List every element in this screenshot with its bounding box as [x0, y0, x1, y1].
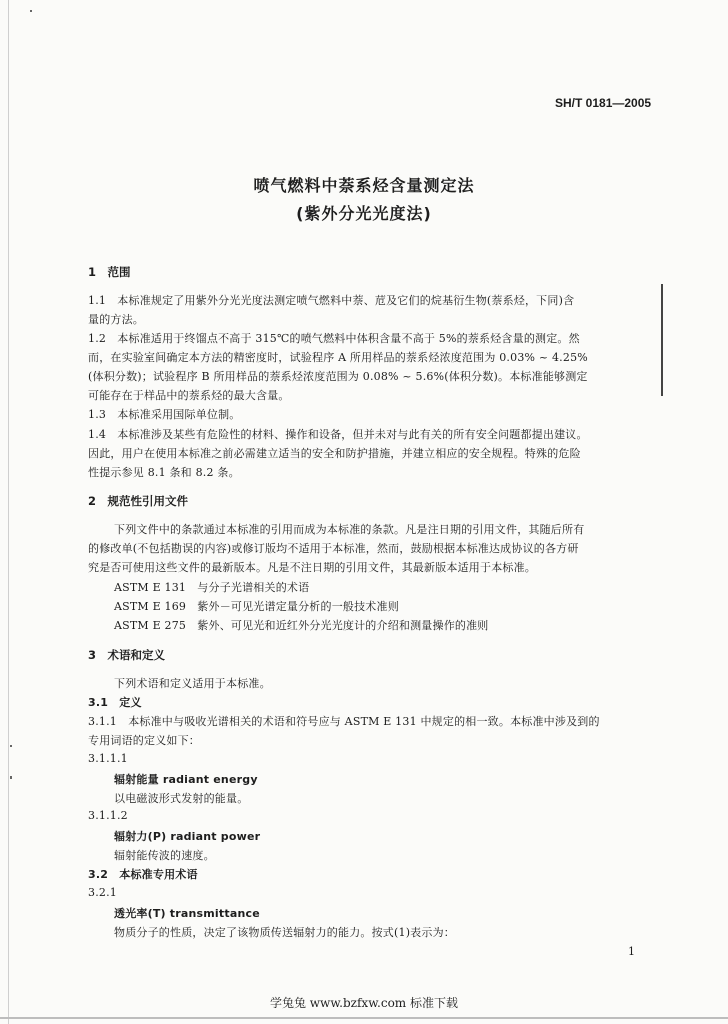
references-intro-line: 的修改单(不包括勘误的内容)或修订版均不适用于本标准，然而，鼓励根据本标准达成协议的各方研 — [88, 542, 579, 555]
clause-1-2-line: 1.2 本标准适用于终馏点不高于 315℃的喷气燃料中体积含量不高于 5%的萘系烃含量的测定。然 — [88, 332, 580, 345]
clause-number: 3.2.1 — [88, 886, 117, 899]
term-radiant-power: 辐射力(P) radiant power — [114, 830, 261, 843]
scan-speck — [10, 745, 12, 747]
section-heading-normative-references: 2 规范性引用文件 — [88, 494, 189, 508]
page-number: 1 — [628, 945, 635, 958]
clause-1-2-line: 可能存在于样品中的萘系烃的最大含量。 — [88, 389, 290, 402]
clause-number: 3.1.1.2 — [88, 809, 128, 822]
reference-item: ASTM E 131 与分子光谱相关的术语 — [114, 581, 310, 594]
footer-watermark-link[interactable]: 学兔兔 www.bzfxw.com 标准下载 — [269, 996, 459, 1010]
page-subtitle: (紫外分光光度法) — [296, 204, 432, 223]
term-definition: 物质分子的性质，决定了该物质传送辐射力的能力。按式(1)表示为： — [114, 926, 455, 939]
clause-1-4-line: 1.4 本标准涉及某些有危险性的材料、操作和设备，但并未对与此有关的所有安全问题都提出建议。 — [88, 428, 588, 441]
scan-speck — [10, 776, 12, 779]
subsection-definitions: 3.1 定义 — [88, 696, 142, 709]
clause-1-2-line: 而，在实验室间确定本方法的精密度时，试验程序 A 所用样品的萘系烃浓度范围为 0.03% ~ 4.25% — [88, 351, 588, 364]
term-definition: 以电磁波形式发射的能量。 — [114, 792, 249, 805]
clause-number: 3.1.1.1 — [88, 752, 128, 765]
clause-1-2-line: (体积分数)；试验程序 B 所用样品的萘系烃浓度范围为 0.08% ~ 5.6%(体积分数)。本标准能够测定 — [88, 370, 588, 383]
clause-3-1-1-line: 专用词语的定义如下： — [88, 734, 200, 747]
change-bar — [661, 284, 663, 396]
clause-1-4-line: 性提示参见 8.1 条和 8.2 条。 — [88, 466, 240, 479]
reference-item: ASTM E 275 紫外、可见光和近红外分光光度计的介绍和测量操作的准则 — [114, 619, 489, 632]
references-intro-line: 下列文件中的条款通过本标准的引用而成为本标准的条款。凡是注日期的引用文件，其随后所有 — [114, 523, 585, 536]
scan-left-edge — [8, 0, 9, 1024]
clause-1-1-line: 1.1 本标准规定了用紫外分光光度法测定喷气燃料中萘、苊及它们的烷基衍生物(萘系烃，下同)含 — [88, 294, 575, 307]
term-transmittance: 透光率(T) transmittance — [114, 907, 260, 920]
term-definition: 辐射能传波的速度。 — [114, 849, 215, 862]
section-heading-terms: 3 术语和定义 — [88, 648, 166, 662]
section-heading-scope: 1 范围 — [88, 265, 131, 279]
clause-1-3-line: 1.3 本标准采用国际单位制。 — [88, 408, 241, 421]
reference-item: ASTM E 169 紫外－可见光谱定量分析的一般技术准则 — [114, 600, 399, 613]
references-intro-line: 究是否可使用这些文件的最新版本。凡是不注日期的引用文件，其最新版本适用于本标准。 — [88, 561, 536, 574]
page-title: 喷气燃料中萘系烃含量测定法 — [253, 176, 475, 195]
clause-1-4-line: 因此，用户在使用本标准之前必需建立适当的安全和防护措施，并建立相应的安全规程。特殊的危险 — [88, 447, 581, 460]
scan-bottom-edge — [0, 1017, 728, 1019]
clause-3-1-1-line: 3.1.1 本标准中与吸收光谱相关的术语和符号应与 ASTM E 131 中规定的相一致。本标准中涉及到的 — [88, 715, 600, 728]
term-radiant-energy: 辐射能量 radiant energy — [114, 773, 258, 786]
scan-speck — [30, 10, 32, 12]
clause-1-1-line: 量的方法。 — [88, 313, 144, 326]
terms-intro: 下列术语和定义适用于本标准。 — [114, 677, 271, 690]
subsection-specific-terms: 3.2 本标准专用术语 — [88, 868, 198, 881]
document-id: SH/T 0181—2005 — [555, 96, 652, 110]
